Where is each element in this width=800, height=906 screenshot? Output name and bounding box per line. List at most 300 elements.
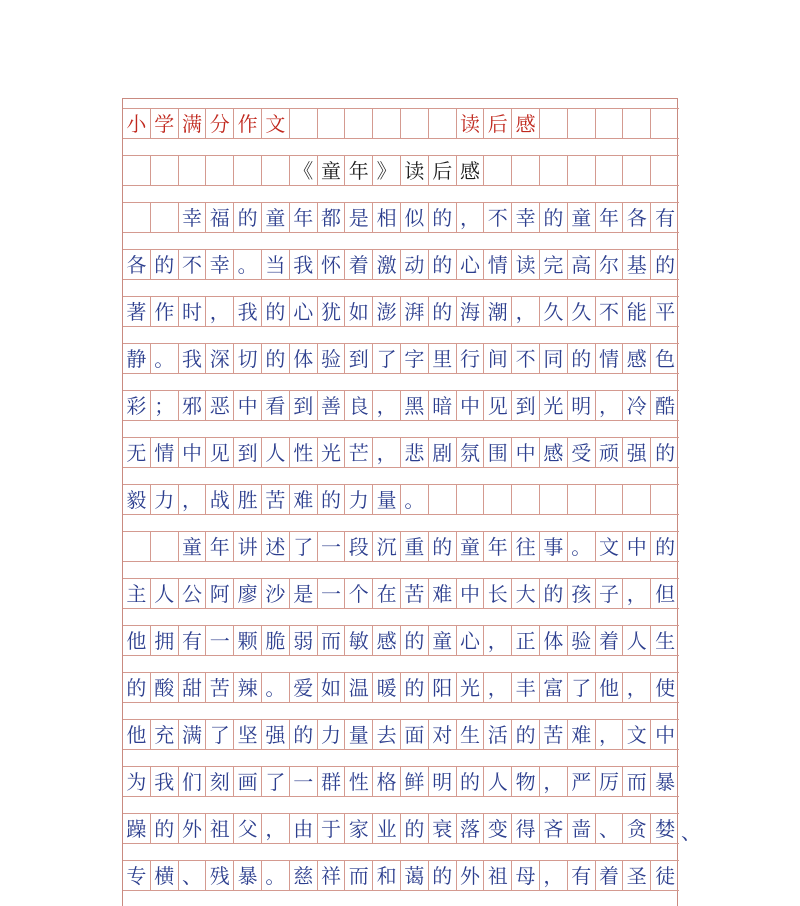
text-cell: 里	[429, 344, 457, 373]
header-cell	[596, 109, 624, 138]
text-cell: 见	[484, 391, 512, 420]
text-cell: 童	[457, 532, 485, 561]
header-cell: 满	[179, 109, 207, 138]
text-cell: 年	[484, 532, 512, 561]
title-cell	[651, 156, 679, 185]
text-cell: 酷	[655, 393, 676, 418]
text-cell: ，	[596, 720, 624, 749]
text-cell: 孩	[568, 579, 596, 608]
text-cell: 暖	[373, 673, 401, 702]
text-cell: 人	[262, 438, 290, 467]
text-cell: 蔼	[401, 861, 429, 890]
grid-line	[123, 279, 679, 280]
text-cell: 如	[318, 673, 346, 702]
text-cell: 完	[540, 250, 568, 279]
text-cell: ，	[596, 391, 624, 420]
text-cell: 述	[262, 532, 290, 561]
text-cell: 行	[457, 344, 485, 373]
text-cell: 。	[151, 344, 179, 373]
title-cell: 感	[457, 156, 485, 185]
text-cell: 情	[151, 438, 179, 467]
text-cell: 童	[568, 203, 596, 232]
text-cell	[540, 485, 568, 514]
text-cell: 到	[290, 391, 318, 420]
text-cell: ，	[373, 438, 401, 467]
text-cell: 幸	[206, 250, 234, 279]
text-cell: ，	[623, 673, 651, 702]
header-cell	[429, 109, 457, 138]
text-cell: 心	[290, 297, 318, 326]
text-cell: 的	[457, 767, 485, 796]
text-cell: 的	[655, 534, 676, 559]
text-cell: ，	[540, 861, 568, 890]
header-cell	[373, 109, 401, 138]
text-cell: 恶	[206, 391, 234, 420]
text-cell: 童	[429, 626, 457, 655]
text-cell: 中	[234, 391, 262, 420]
text-cell: 中	[655, 722, 676, 747]
text-cell	[484, 485, 512, 514]
header-cell	[290, 109, 318, 138]
text-cell: 文	[596, 532, 624, 561]
text-cell: 作	[151, 297, 179, 326]
title-cell: 年	[345, 156, 373, 185]
text-cell: 沉	[373, 532, 401, 561]
text-cell: 有	[179, 626, 207, 655]
text-cell: 厉	[596, 767, 624, 796]
text-cell	[151, 532, 179, 561]
text-cell: 的	[401, 814, 429, 843]
text-cell: 人	[151, 579, 179, 608]
text-cell: 性	[290, 438, 318, 467]
text-cell: 子	[596, 579, 624, 608]
text-cell: 着	[596, 626, 624, 655]
text-cell: 我	[290, 250, 318, 279]
text-cell: 著	[123, 297, 151, 326]
text-cell: 丰	[512, 673, 540, 702]
text-cell: 久	[568, 297, 596, 326]
text-cell: 到	[512, 391, 540, 420]
header-cell	[651, 109, 679, 138]
grid-line	[123, 890, 679, 891]
text-cell: 力	[345, 485, 373, 514]
grid-line	[123, 702, 679, 703]
text-cell: 各	[123, 250, 151, 279]
text-cell: 去	[373, 720, 401, 749]
text-cell: 讲	[234, 532, 262, 561]
text-cell: 残	[206, 861, 234, 890]
text-cell: 似	[401, 203, 429, 232]
text-cell: 有	[568, 861, 596, 890]
text-cell: 平	[655, 299, 676, 324]
text-cell: 难	[568, 720, 596, 749]
text-cell: 群	[318, 767, 346, 796]
text-cell: 的	[429, 532, 457, 561]
text-cell: 氛	[457, 438, 485, 467]
text-cell: ，	[484, 626, 512, 655]
text-cell: 中	[179, 438, 207, 467]
grid-line	[123, 561, 679, 562]
text-cell: ，	[457, 203, 485, 232]
text-cell: 圣	[623, 861, 651, 890]
text-cell: 外	[457, 861, 485, 890]
title-cell: 读	[401, 156, 429, 185]
grid-line	[123, 655, 679, 656]
text-cell: 的	[262, 297, 290, 326]
text-cell: 同	[540, 344, 568, 373]
text-cell: 着	[596, 861, 624, 890]
text-cell	[123, 203, 151, 232]
grid-line	[123, 467, 679, 468]
text-cell: 了	[568, 673, 596, 702]
text-cell: 长	[484, 579, 512, 608]
text-cell: 的	[568, 344, 596, 373]
text-cell: 性	[345, 767, 373, 796]
text-cell: 的	[151, 814, 179, 843]
title-cell	[262, 156, 290, 185]
text-cell: 贪	[623, 814, 651, 843]
text-cell: 是	[345, 203, 373, 232]
text-cell: 啬	[568, 814, 596, 843]
text-cell: 。	[568, 532, 596, 561]
text-cell: 情	[596, 344, 624, 373]
text-cell: 。	[234, 250, 262, 279]
text-cell: 的	[262, 344, 290, 373]
text-cell: 的	[429, 250, 457, 279]
text-cell: 一	[290, 767, 318, 796]
text-cell: 、	[179, 861, 207, 890]
text-cell: 的	[655, 440, 676, 465]
text-cell: 湃	[401, 297, 429, 326]
text-cell: 体	[540, 626, 568, 655]
title-cell	[512, 156, 540, 185]
text-cell: 我	[179, 344, 207, 373]
text-cell: 苦	[206, 673, 234, 702]
text-cell: 体	[290, 344, 318, 373]
text-cell: 验	[568, 626, 596, 655]
text-cell: 不	[596, 297, 624, 326]
text-cell: 海	[457, 297, 485, 326]
text-cell: 衰	[429, 814, 457, 843]
text-cell: 见	[206, 438, 234, 467]
text-cell: 徒	[655, 863, 676, 888]
text-cell: 冷	[623, 391, 651, 420]
text-cell: ，	[179, 485, 207, 514]
text-cell: 一	[206, 626, 234, 655]
text-cell: 量	[345, 720, 373, 749]
title-cell: 》	[373, 156, 401, 185]
text-cell: 强	[623, 438, 651, 467]
text-cell: 苦	[262, 485, 290, 514]
text-cell: 都	[318, 203, 346, 232]
text-cell: 邪	[179, 391, 207, 420]
text-cell: 的	[290, 720, 318, 749]
text-cell: 主	[123, 579, 151, 608]
text-cell: 、	[596, 814, 624, 843]
text-cell: 围	[484, 438, 512, 467]
text-cell: 年	[596, 203, 624, 232]
text-cell: 年	[206, 532, 234, 561]
text-cell	[623, 485, 651, 514]
text-cell: 鲜	[401, 767, 429, 796]
text-cell: 到	[345, 344, 373, 373]
text-cell: 生	[457, 720, 485, 749]
text-cell: 力	[151, 485, 179, 514]
text-cell: 色	[655, 346, 676, 371]
text-cell: 的	[540, 579, 568, 608]
text-cell: 祥	[318, 861, 346, 890]
text-cell	[457, 485, 485, 514]
text-cell: 深	[206, 344, 234, 373]
text-cell: 的	[655, 252, 676, 277]
text-cell: 大	[512, 579, 540, 608]
text-cell: 久	[540, 297, 568, 326]
text-cell: 坚	[234, 720, 262, 749]
text-cell: 充	[151, 720, 179, 749]
text-cell: 切	[234, 344, 262, 373]
text-cell: 静	[123, 344, 151, 373]
text-cell: 明	[429, 767, 457, 796]
text-cell: 们	[179, 767, 207, 796]
text-cell: 刻	[206, 767, 234, 796]
text-cell: 外	[179, 814, 207, 843]
grid-line	[123, 326, 679, 327]
text-cell: 而	[345, 861, 373, 890]
text-cell: 事	[540, 532, 568, 561]
text-cell: 慈	[290, 861, 318, 890]
text-cell: 悲	[401, 438, 429, 467]
text-cell: 正	[512, 626, 540, 655]
title-cell	[484, 156, 512, 185]
text-cell: 。	[262, 861, 290, 890]
text-cell: 剧	[429, 438, 457, 467]
text-cell: 激	[373, 250, 401, 279]
text-cell: 彩	[123, 391, 151, 420]
title-cell	[234, 156, 262, 185]
text-cell: 情	[484, 250, 512, 279]
text-cell: 黑	[401, 391, 429, 420]
header-cell: 文	[262, 109, 290, 138]
text-cell: 难	[429, 579, 457, 608]
text-cell: 胜	[234, 485, 262, 514]
text-cell: 他	[123, 720, 151, 749]
text-cell: 使	[655, 675, 676, 700]
text-cell: 人	[484, 767, 512, 796]
text-cell: ，	[206, 297, 234, 326]
text-cell: 的	[429, 861, 457, 890]
text-cell: 为	[123, 767, 151, 796]
text-cell	[651, 485, 679, 514]
text-cell: 的	[151, 250, 179, 279]
text-cell: 父	[234, 814, 262, 843]
composition-grid-paper	[122, 98, 701, 906]
text-cell: 读	[512, 250, 540, 279]
text-cell: 中	[512, 438, 540, 467]
header-cell	[401, 109, 429, 138]
text-cell: 由	[290, 814, 318, 843]
text-cell: ；	[151, 391, 179, 420]
text-cell	[512, 485, 540, 514]
text-cell: 了	[206, 720, 234, 749]
text-cell: 家	[345, 814, 373, 843]
text-cell: 对	[429, 720, 457, 749]
text-cell	[568, 485, 596, 514]
text-cell: 各	[623, 203, 651, 232]
title-cell: 后	[429, 156, 457, 185]
text-cell: 业	[373, 814, 401, 843]
text-cell: 顽	[596, 438, 624, 467]
text-cell: 不	[179, 250, 207, 279]
text-cell: 专	[123, 861, 151, 890]
text-cell: 我	[234, 297, 262, 326]
text-cell: 。	[401, 485, 429, 514]
text-cell: ，	[512, 297, 540, 326]
text-cell: 段	[345, 532, 373, 561]
text-cell: 动	[401, 250, 429, 279]
text-cell: 难	[290, 485, 318, 514]
header-cell: 后	[484, 109, 512, 138]
text-cell: 年	[290, 203, 318, 232]
text-cell: 拥	[151, 626, 179, 655]
text-cell: 无	[123, 438, 151, 467]
title-cell	[179, 156, 207, 185]
text-cell: ，	[540, 767, 568, 796]
text-cell: ，	[484, 673, 512, 702]
text-cell: 心	[457, 250, 485, 279]
title-cell	[151, 156, 179, 185]
text-cell: 格	[373, 767, 401, 796]
grid-line	[123, 232, 679, 233]
text-cell: 画	[234, 767, 262, 796]
text-cell: 吝	[540, 814, 568, 843]
text-cell: 的	[234, 203, 262, 232]
text-cell: 毅	[123, 485, 151, 514]
text-cell: 个	[345, 579, 373, 608]
text-cell: 的	[401, 626, 429, 655]
text-cell: 感	[623, 344, 651, 373]
header-cell	[568, 109, 596, 138]
text-cell: 看	[262, 391, 290, 420]
title-cell	[623, 156, 651, 185]
text-cell: ，	[623, 579, 651, 608]
text-cell: 我	[151, 767, 179, 796]
text-cell: 阳	[429, 673, 457, 702]
grid-line	[123, 608, 679, 609]
text-cell: 脆	[262, 626, 290, 655]
text-cell: 中	[457, 391, 485, 420]
text-cell: 的	[429, 203, 457, 232]
text-cell: 心	[457, 626, 485, 655]
text-cell: 感	[373, 626, 401, 655]
header-cell	[540, 109, 568, 138]
text-cell: 字	[401, 344, 429, 373]
text-cell: 犹	[318, 297, 346, 326]
header-cell: 感	[512, 109, 540, 138]
text-cell: 中	[623, 532, 651, 561]
text-cell: 幸	[512, 203, 540, 232]
text-cell: 但	[655, 581, 676, 606]
text-cell: 生	[655, 628, 676, 653]
text-cell: 而	[623, 767, 651, 796]
text-cell: 他	[123, 626, 151, 655]
text-cell: 沙	[262, 579, 290, 608]
grid-line	[123, 138, 679, 139]
grid-line	[123, 373, 679, 374]
text-cell: 光	[457, 673, 485, 702]
text-cell: 了	[262, 767, 290, 796]
text-cell: 富	[540, 673, 568, 702]
grid-line	[123, 420, 679, 421]
text-cell: 颗	[234, 626, 262, 655]
text-cell: 严	[568, 767, 596, 796]
text-cell: 感	[540, 438, 568, 467]
header-cell: 作	[234, 109, 262, 138]
text-cell: 变	[484, 814, 512, 843]
header-cell	[318, 109, 346, 138]
text-cell: 量	[373, 485, 401, 514]
text-cell: 文	[623, 720, 651, 749]
text-cell: 芒	[345, 438, 373, 467]
text-cell: ，	[373, 391, 401, 420]
text-cell: 活	[484, 720, 512, 749]
text-cell	[123, 532, 151, 561]
header-cell: 小	[123, 109, 151, 138]
text-cell: 面	[401, 720, 429, 749]
text-cell: 验	[318, 344, 346, 373]
text-cell: 阿	[206, 579, 234, 608]
text-cell	[151, 203, 179, 232]
text-cell: 强	[262, 720, 290, 749]
text-cell: 着	[345, 250, 373, 279]
text-cell: 甜	[179, 673, 207, 702]
grid-line	[123, 843, 679, 844]
title-cell	[206, 156, 234, 185]
text-cell: 的	[123, 673, 151, 702]
text-cell	[596, 485, 624, 514]
text-cell: 的	[512, 720, 540, 749]
header-cell: 分	[206, 109, 234, 138]
text-cell: 。	[262, 673, 290, 702]
text-cell: 时	[179, 297, 207, 326]
text-cell: 横	[151, 861, 179, 890]
title-cell	[540, 156, 568, 185]
text-cell: 暴	[655, 769, 676, 794]
text-cell: 苦	[540, 720, 568, 749]
text-cell: 幸	[179, 203, 207, 232]
header-cell	[345, 109, 373, 138]
text-cell: 力	[318, 720, 346, 749]
text-cell: 酸	[151, 673, 179, 702]
text-cell: 受	[568, 438, 596, 467]
text-cell: 暗	[429, 391, 457, 420]
text-cell: 光	[540, 391, 568, 420]
text-cell: 弱	[290, 626, 318, 655]
text-cell: 和	[373, 861, 401, 890]
text-cell: 暴	[234, 861, 262, 890]
text-cell: 人	[623, 626, 651, 655]
text-cell: 当	[262, 250, 290, 279]
text-cell: 不	[484, 203, 512, 232]
text-cell: 满	[179, 720, 207, 749]
text-cell: 潮	[484, 297, 512, 326]
title-cell	[123, 156, 151, 185]
text-cell: 间	[484, 344, 512, 373]
text-cell: 童	[179, 532, 207, 561]
text-cell: 不	[512, 344, 540, 373]
text-cell: 福	[206, 203, 234, 232]
grid-line	[123, 749, 679, 750]
text-cell: 得	[512, 814, 540, 843]
